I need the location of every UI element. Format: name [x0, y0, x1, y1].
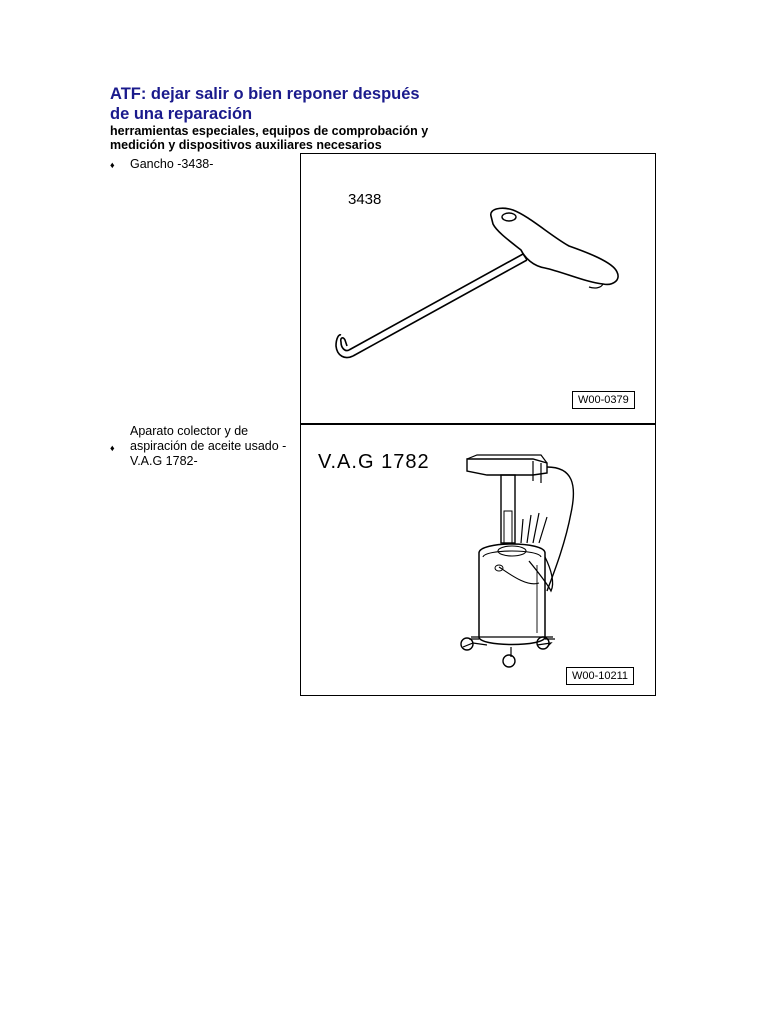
figure-hook-3438	[300, 153, 656, 424]
oil-collector-illustration	[301, 425, 655, 695]
page-title: ATF: dejar salir o bien reponer después de una reparación	[110, 85, 420, 123]
bullet-icon: ♦	[110, 160, 115, 170]
item-text: Gancho -3438-	[130, 157, 214, 171]
figure-label: V.A.G 1782	[318, 451, 430, 473]
item-text: Aparato colector y de aspiración de aceite usado - V.A.G 1782-	[130, 424, 287, 468]
bullet-icon: ♦	[110, 443, 115, 453]
figure-code: W00-0379	[572, 391, 635, 409]
figure-label: 3438	[348, 191, 382, 208]
figure-code: W00-10211	[566, 667, 634, 685]
figure-vag-1782	[300, 424, 656, 696]
page-subtitle: herramientas especiales, equipos de comprobación y medición y dispositivos auxiliares necesarios	[110, 124, 429, 152]
hook-illustration	[301, 154, 655, 423]
